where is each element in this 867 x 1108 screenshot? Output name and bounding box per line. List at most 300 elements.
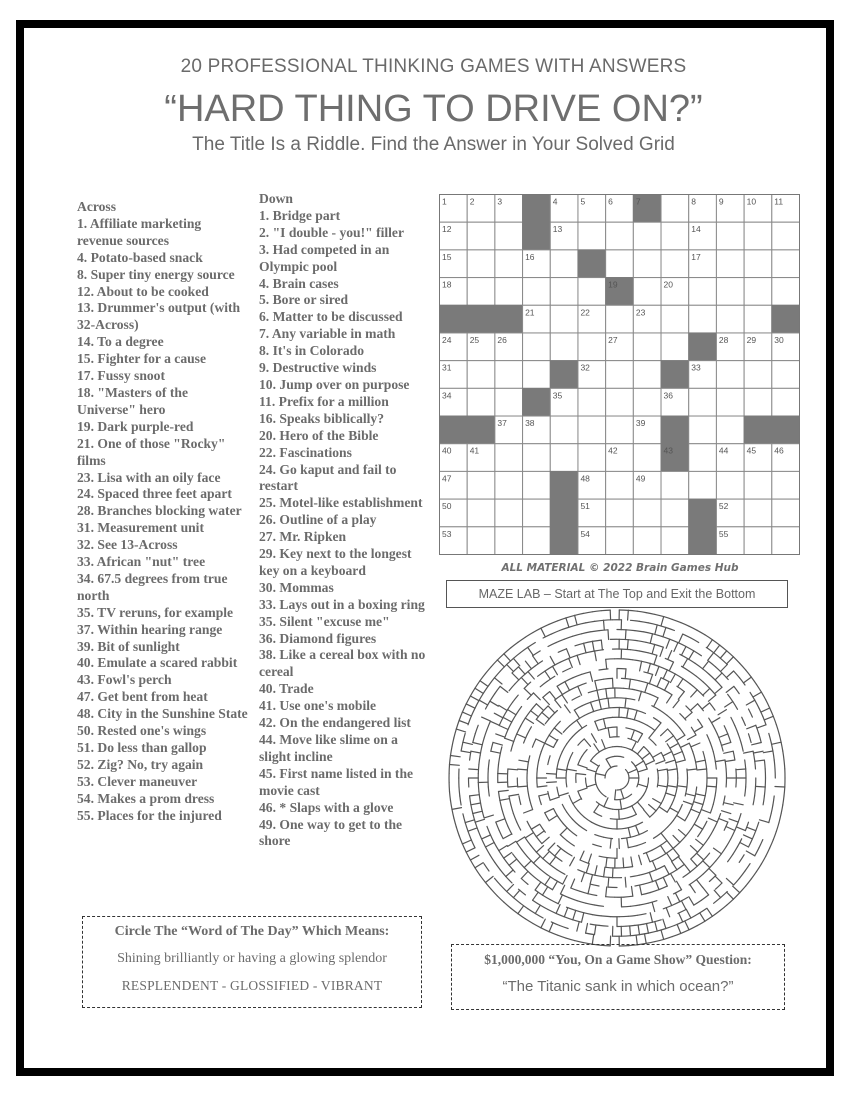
across-clue: 48. City in the Sunshine State (77, 706, 248, 722)
grid-cell[interactable] (744, 388, 772, 416)
maze-wall (708, 653, 714, 661)
maze-arc (653, 920, 662, 922)
grid-cell[interactable] (606, 222, 634, 250)
grid-cell[interactable] (495, 527, 523, 555)
grid-cell[interactable] (495, 444, 523, 472)
maze-wall (659, 807, 667, 813)
grid-cell[interactable] (744, 499, 772, 527)
maze-wall (646, 853, 650, 862)
maze-arc (628, 738, 636, 741)
grid-cell[interactable] (578, 444, 606, 472)
grid-number: 16 (525, 251, 535, 262)
maze-wall (687, 769, 697, 770)
maze-arc (595, 620, 604, 621)
maze-wall (584, 739, 590, 747)
across-clue: 4. Potato-based snack (77, 249, 203, 265)
maze-wall (541, 919, 545, 928)
maze-arc (525, 919, 533, 924)
maze-wall (746, 851, 755, 856)
grid-cell[interactable] (716, 278, 744, 306)
grid-cell[interactable] (578, 333, 606, 361)
grid-cell[interactable] (689, 416, 717, 444)
grid-cell[interactable] (606, 471, 634, 499)
grid-cell[interactable] (550, 250, 578, 278)
grid-cell[interactable] (606, 250, 634, 278)
grid-cell[interactable] (689, 471, 717, 499)
grid-cell[interactable] (633, 222, 661, 250)
maze-arc (521, 879, 528, 885)
grid-cell[interactable] (633, 444, 661, 472)
maze-wall (696, 839, 704, 845)
maze-wall (702, 703, 710, 709)
maze-wall (747, 725, 756, 729)
grid-cell[interactable] (523, 527, 551, 555)
grid-cell[interactable] (744, 361, 772, 389)
maze-arc (683, 872, 690, 877)
circular-maze[interactable] (447, 608, 787, 948)
maze-wall (500, 686, 508, 692)
maze-arc (756, 725, 759, 734)
grid-cell[interactable] (578, 388, 606, 416)
maze-arc (630, 875, 639, 877)
maze-arc (545, 813, 549, 821)
maze-arc (497, 896, 504, 902)
grid-cell[interactable] (467, 499, 495, 527)
maze-arc (534, 863, 541, 869)
maze-wall (715, 760, 725, 762)
maze-wall (761, 708, 770, 712)
maze-wall (536, 846, 543, 853)
grid-number: 28 (718, 334, 729, 345)
grid-cell[interactable] (661, 333, 689, 361)
maze-wall (628, 769, 637, 773)
maze-wall (663, 877, 667, 886)
down-clue: 30. Mommas (259, 579, 334, 595)
maze-arc (690, 684, 697, 690)
maze-wall (684, 801, 693, 804)
maze-wall (701, 810, 710, 813)
maze-arc (527, 765, 528, 774)
grid-cell[interactable] (661, 305, 689, 333)
maze-arc (650, 858, 658, 862)
maze-wall (733, 886, 740, 893)
maze-arc (512, 667, 519, 673)
grid-cell[interactable] (467, 222, 495, 250)
grid-cell[interactable] (578, 416, 606, 444)
maze-wall (677, 786, 687, 787)
maze-arc (628, 915, 637, 916)
maze-wall (764, 716, 773, 720)
across-clue: 19. Dark purple-red (77, 418, 194, 434)
maze-wall (451, 756, 461, 757)
maze-arc (608, 828, 617, 829)
grid-cell[interactable] (606, 388, 634, 416)
maze-arc (566, 778, 567, 787)
maze-wall (608, 877, 609, 887)
maze-arc (586, 778, 587, 787)
maze-wall (725, 760, 735, 762)
maze-arc (517, 726, 521, 734)
maze-arc (637, 778, 639, 787)
grid-block (689, 499, 717, 527)
maze-wall (645, 683, 648, 692)
maze-wall (606, 759, 611, 767)
grid-cell[interactable] (772, 361, 800, 389)
grid-number: 5 (580, 196, 586, 207)
grid-block (550, 527, 578, 555)
maze-arc (661, 827, 668, 833)
grid-cell[interactable] (633, 499, 661, 527)
maze-wall (655, 625, 657, 635)
grid-cell[interactable] (716, 388, 744, 416)
maze-wall (707, 786, 717, 787)
grid-cell[interactable] (661, 250, 689, 278)
maze-arc (550, 900, 558, 904)
grid-cell[interactable] (606, 416, 634, 444)
maze-arc (745, 760, 746, 769)
maze-arc (769, 814, 771, 823)
maze-wall (517, 837, 525, 842)
maze-wall (505, 738, 514, 741)
grid-cell[interactable] (606, 361, 634, 389)
maze-arc (588, 894, 597, 896)
maze-arc (675, 787, 677, 796)
grid-cell[interactable] (716, 222, 744, 250)
grid-cell[interactable] (772, 250, 800, 278)
maze-wall (660, 647, 663, 656)
maze-wall (557, 686, 562, 694)
maze-arc (487, 721, 490, 729)
grid-cell[interactable] (495, 471, 523, 499)
maze-arc (622, 717, 631, 718)
grid-block (744, 416, 772, 444)
maze-wall (521, 871, 528, 878)
maze-wall (503, 834, 512, 839)
grid-block (689, 333, 717, 361)
grid-cell[interactable] (689, 305, 717, 333)
across-clue: 35. TV reruns, for example (77, 604, 234, 620)
maze-wall (747, 827, 756, 831)
maze-arc (696, 813, 700, 821)
across-clue: 43. Fowl's perch (77, 672, 172, 688)
maze-wall (524, 688, 531, 695)
grid-cell[interactable] (661, 499, 689, 527)
grid-cell[interactable] (772, 278, 800, 306)
maze-wall (677, 924, 681, 933)
grid-cell[interactable] (550, 305, 578, 333)
grid-cell[interactable] (550, 444, 578, 472)
maze-arc (639, 721, 647, 725)
grid-cell[interactable] (661, 222, 689, 250)
maze-arc (622, 807, 631, 810)
grid-cell[interactable] (744, 305, 772, 333)
maze-arc (774, 760, 775, 769)
maze-arc (647, 778, 648, 787)
grid-cell[interactable] (467, 388, 495, 416)
maze-arc (536, 837, 542, 844)
maze-arc (574, 706, 582, 710)
maze-wall (595, 721, 599, 730)
maze-wall (625, 877, 626, 887)
maze-wall (689, 897, 694, 905)
across-clues (77, 199, 249, 825)
maze-wall (456, 729, 465, 732)
grid-cell[interactable] (467, 278, 495, 306)
maze-arc (480, 875, 486, 882)
down-clue: 25. Motel-like establishment (259, 495, 423, 511)
maze-arc (460, 796, 461, 805)
maze-arc (475, 681, 480, 689)
grid-cell[interactable] (772, 222, 800, 250)
maze-arc (686, 647, 694, 651)
grid-cell[interactable] (689, 278, 717, 306)
maze-arc (761, 692, 765, 700)
maze-arc (566, 615, 575, 618)
maze-wall (696, 760, 706, 762)
maze-arc (497, 654, 504, 660)
grid-cell[interactable] (523, 278, 551, 306)
grid-cell[interactable] (689, 444, 717, 472)
maze-wall (671, 674, 676, 683)
grid-cell[interactable] (523, 471, 551, 499)
maze-wall (499, 846, 507, 851)
maze-arc (635, 631, 644, 632)
maze-wall (756, 786, 766, 787)
maze-arc (507, 658, 514, 664)
grid-number: 51 (580, 501, 590, 512)
maze-wall (504, 853, 512, 859)
maze-arc (681, 623, 689, 627)
grid-cell[interactable] (606, 499, 634, 527)
grid-cell[interactable] (550, 278, 578, 306)
maze-wall (661, 930, 664, 939)
grid-cell[interactable] (689, 388, 717, 416)
crossword-grid[interactable] (439, 194, 800, 555)
across-clue: 13. Drummer's output (with 32-Across) (77, 300, 241, 333)
maze-arc (495, 671, 501, 678)
maze-arc (591, 754, 597, 761)
grid-number: 10 (746, 196, 757, 207)
maze-arc (504, 858, 509, 865)
grid-cell[interactable] (523, 444, 551, 472)
maze-arc (528, 756, 530, 765)
grid-cell[interactable] (550, 416, 578, 444)
maze-wall (468, 828, 477, 831)
grid-number: 45 (746, 445, 757, 456)
grid-cell[interactable] (606, 305, 634, 333)
maze-wall (636, 826, 640, 835)
maze-arc (475, 822, 478, 831)
grid-cell[interactable] (716, 305, 744, 333)
maze-wall (578, 686, 582, 695)
maze-arc (664, 617, 673, 620)
maze-arc (491, 889, 497, 896)
maze-arc (712, 911, 719, 916)
grid-cell[interactable] (467, 527, 495, 555)
maze-arc (624, 867, 633, 868)
grid-cell[interactable] (744, 250, 772, 278)
grid-cell[interactable] (467, 471, 495, 499)
maze-wall (623, 858, 624, 868)
grid-cell[interactable] (633, 527, 661, 555)
grid-cell[interactable] (467, 250, 495, 278)
grid-cell[interactable] (467, 361, 495, 389)
down-clue: 36. Diamond figures (259, 630, 377, 646)
maze-wall (534, 856, 541, 863)
grid-cell[interactable] (716, 416, 744, 444)
grid-cell[interactable] (716, 471, 744, 499)
grid-cell[interactable] (633, 388, 661, 416)
grid-cell[interactable] (578, 222, 606, 250)
maze-arc (475, 700, 479, 708)
grid-block (550, 471, 578, 499)
maze-arc (532, 739, 536, 747)
maze-wall (496, 819, 505, 822)
maze-arc (674, 721, 680, 728)
maze-arc (588, 690, 597, 692)
maze-arc (582, 750, 587, 757)
maze-arc (650, 694, 658, 698)
maze-wall (690, 885, 695, 893)
maze-arc (498, 765, 499, 774)
maze-arc (677, 864, 684, 869)
grid-cell[interactable] (523, 499, 551, 527)
maze-arc (522, 850, 528, 857)
grid-block (523, 388, 551, 416)
maze-wall (507, 665, 514, 672)
maze-arc (513, 814, 516, 822)
grid-cell[interactable] (744, 471, 772, 499)
grid-cell[interactable] (633, 333, 661, 361)
maze-arc (626, 698, 635, 700)
maze-arc (756, 822, 759, 831)
maze-arc (704, 853, 710, 860)
grid-cell[interactable] (772, 499, 800, 527)
maze-arc (573, 634, 582, 636)
maze-wall (597, 690, 599, 700)
maze-wall (719, 819, 728, 823)
grid-cell[interactable] (772, 471, 800, 499)
maze-arc (653, 878, 661, 881)
across-clue: 18. "Masters of the Universe" hero (77, 384, 188, 417)
down-clue: 46. * Slaps with a glove (259, 799, 394, 815)
grid-cell[interactable] (661, 195, 689, 223)
maze-arc (480, 747, 482, 756)
maze-wall (707, 640, 713, 648)
maze-wall (536, 719, 544, 725)
maze-wall (627, 708, 629, 718)
grid-cell[interactable] (495, 250, 523, 278)
grid-cell[interactable] (772, 527, 800, 555)
maze-wall (649, 872, 652, 881)
maze-wall (775, 787, 785, 788)
maze-wall (592, 641, 594, 651)
grid-cell[interactable] (495, 222, 523, 250)
maze-arc (639, 651, 648, 653)
maze-arc (506, 877, 512, 884)
maze-wall (682, 901, 687, 910)
grid-cell[interactable] (744, 278, 772, 306)
maze-wall (703, 661, 709, 669)
maze-wall (719, 734, 728, 738)
maze-arc (495, 686, 500, 693)
maze-arc (642, 893, 651, 895)
maze-arc (628, 846, 637, 848)
grid-cell[interactable] (633, 361, 661, 389)
grid-cell[interactable] (495, 499, 523, 527)
grid-cell[interactable] (633, 250, 661, 278)
grid-number: 15 (442, 251, 452, 262)
maze-wall (567, 769, 577, 771)
grid-cell[interactable] (550, 333, 578, 361)
grid-cell[interactable] (523, 333, 551, 361)
word-of-day-options[interactable]: RESPLENDENT - GLOSSIFIED - VIBRANT (121, 978, 383, 993)
grid-cell[interactable] (495, 278, 523, 306)
maze-arc (499, 756, 500, 765)
maze-wall (684, 864, 690, 872)
down-clue: 1. Bridge part (259, 207, 341, 223)
grid-cell[interactable] (495, 361, 523, 389)
maze-arc (569, 898, 577, 901)
grid-cell[interactable] (744, 222, 772, 250)
maze-arc (499, 792, 500, 801)
maze-arc (721, 846, 726, 853)
grid-cell[interactable] (495, 388, 523, 416)
maze-arc (531, 704, 537, 711)
grid-number: 3 (497, 196, 503, 207)
grid-cell[interactable] (523, 361, 551, 389)
grid-cell[interactable] (744, 527, 772, 555)
maze-wall (577, 720, 583, 728)
maze-arc (495, 878, 501, 885)
maze-arc (451, 801, 453, 810)
maze-wall (625, 669, 626, 679)
grid-cell[interactable] (716, 361, 744, 389)
maze-wall (650, 913, 652, 923)
maze-wall (475, 863, 483, 868)
maze-wall (549, 923, 553, 932)
maze-arc (490, 855, 495, 863)
down-clue: 33. Lays out in a boxing ring (259, 596, 425, 612)
maze-wall (673, 700, 679, 708)
maze-arc (672, 933, 681, 936)
maze-arc (741, 742, 743, 751)
grid-cell[interactable] (606, 527, 634, 555)
grid-cell[interactable] (578, 278, 606, 306)
grid-cell[interactable] (633, 278, 661, 306)
grid-number: 37 (497, 418, 507, 429)
grid-cell[interactable] (716, 250, 744, 278)
maze-wall (674, 643, 678, 652)
maze-arc (539, 752, 542, 761)
down-clue: 7. Any variable in math (259, 326, 396, 342)
grid-cell[interactable] (772, 388, 800, 416)
maze-wall (525, 833, 533, 838)
maze-wall (524, 810, 533, 813)
grid-cell[interactable] (661, 527, 689, 555)
maze-wall (726, 827, 735, 831)
maze-wall (714, 890, 720, 897)
maze-wall (595, 866, 597, 876)
across-clue: 28. Branches blocking water (77, 503, 242, 519)
maze-wall (486, 876, 494, 882)
maze-wall (638, 925, 639, 935)
grid-cell[interactable] (661, 471, 689, 499)
maze-arc (733, 657, 739, 664)
maze-wall (697, 769, 707, 770)
grid-number: 40 (442, 445, 452, 456)
maze-arc (755, 848, 759, 856)
